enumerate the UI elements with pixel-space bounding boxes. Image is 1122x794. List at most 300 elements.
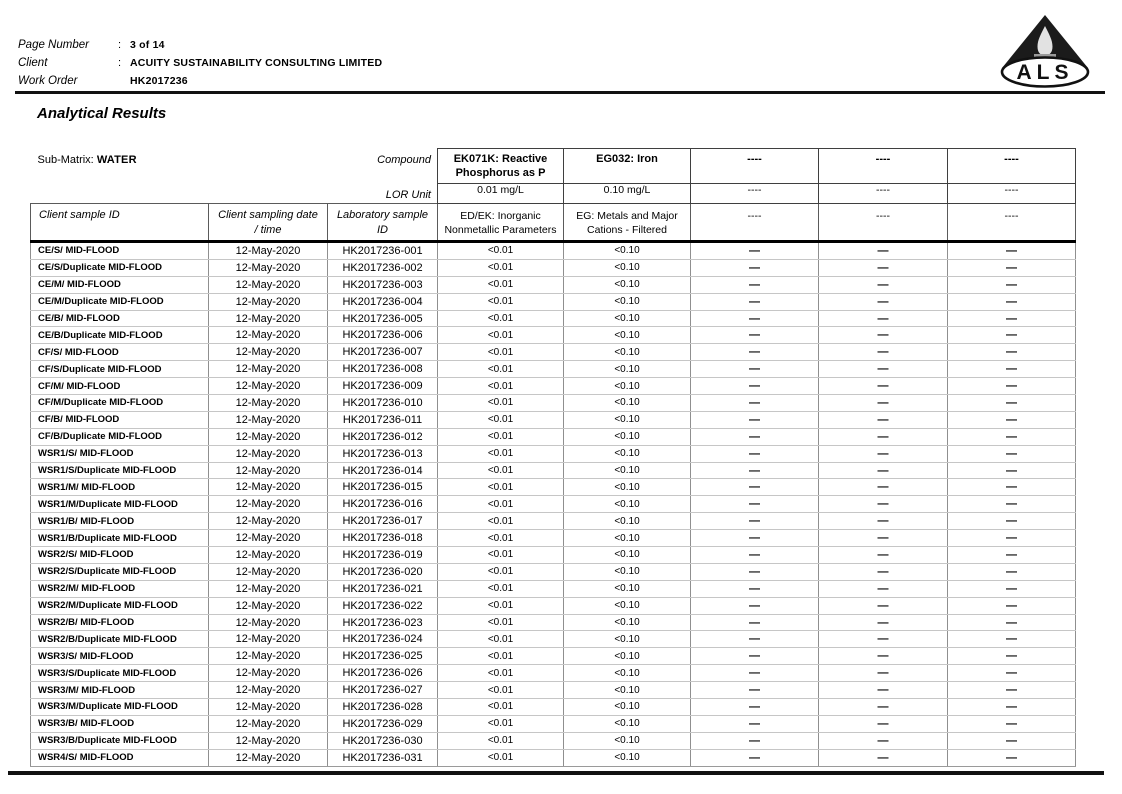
result-value-cell: — <box>691 665 819 682</box>
result-value-cell: — <box>819 614 948 631</box>
result-value-cell: <0.01 <box>438 395 564 412</box>
sampling-date-cell: 12-May-2020 <box>209 732 328 749</box>
lab-sample-id-cell: HK2017236-007 <box>328 344 438 361</box>
result-value-cell: — <box>819 243 948 260</box>
client-sample-id-cell: CE/M/ MID-FLOOD <box>31 276 209 293</box>
result-value-cell: <0.10 <box>564 327 691 344</box>
compound-name-line: ---- <box>747 153 762 165</box>
result-value-cell: <0.10 <box>564 547 691 564</box>
result-value-cell: — <box>691 259 819 276</box>
result-value-cell: — <box>819 445 948 462</box>
result-value-cell: — <box>819 699 948 716</box>
result-value-cell: <0.01 <box>438 614 564 631</box>
field-value: 3 of 14 <box>130 39 165 51</box>
result-value-cell: — <box>819 462 948 479</box>
method-group-line: ---- <box>747 209 762 222</box>
field-label: Work Order <box>18 75 78 87</box>
result-value-cell: — <box>691 462 819 479</box>
lab-sample-id-cell: HK2017236-009 <box>328 378 438 395</box>
sample-row <box>31 648 1076 665</box>
client-sample-id-cell: WSR2/M/Duplicate MID-FLOOD <box>31 597 209 614</box>
result-value-cell: <0.10 <box>564 631 691 648</box>
compound-name-line: EG032: Iron <box>596 153 658 165</box>
sampling-date-cell: 12-May-2020 <box>209 445 328 462</box>
result-value-cell: <0.01 <box>438 699 564 716</box>
result-value-cell: — <box>819 479 948 496</box>
client-sample-id-cell: WSR1/S/Duplicate MID-FLOOD <box>31 462 209 479</box>
result-value-cell: <0.01 <box>438 462 564 479</box>
sampling-date-cell: 12-May-2020 <box>209 344 328 361</box>
lab-sample-id-cell: HK2017236-004 <box>328 293 438 310</box>
client-sample-id-cell: CF/B/Duplicate MID-FLOOD <box>31 428 209 445</box>
method-group-line: Nonmetallic Parameters <box>444 223 557 236</box>
result-value-cell: — <box>819 428 948 445</box>
result-value-cell: <0.01 <box>438 513 564 530</box>
client-sample-id-cell: WSR3/S/ MID-FLOOD <box>31 648 209 665</box>
lab-sample-id-cell: HK2017236-002 <box>328 259 438 276</box>
result-value-cell: <0.10 <box>564 732 691 749</box>
method-group-cell <box>819 203 948 241</box>
field-value: ACUITY SUSTAINABILITY CONSULTING LIMITED <box>130 57 383 69</box>
sample-row <box>31 580 1076 597</box>
result-value-cell: — <box>948 614 1076 631</box>
result-value-cell: <0.01 <box>438 445 564 462</box>
result-value-cell: — <box>691 293 819 310</box>
result-value-cell: <0.10 <box>564 563 691 580</box>
lab-sample-id-cell: HK2017236-005 <box>328 310 438 327</box>
field-label: Client <box>18 57 48 69</box>
result-value-cell: — <box>948 293 1076 310</box>
result-value-cell: — <box>948 665 1076 682</box>
result-value-cell: — <box>948 496 1076 513</box>
sample-row <box>31 428 1076 445</box>
sampling-date-cell: 12-May-2020 <box>209 749 328 766</box>
result-value-cell: — <box>819 631 948 648</box>
lab-sample-id-cell: HK2017236-013 <box>328 445 438 462</box>
sampling-date-cell: 12-May-2020 <box>209 597 328 614</box>
result-value-cell: <0.10 <box>564 580 691 597</box>
results-data-table <box>30 243 1076 767</box>
client-sample-id-cell: WSR2/S/ MID-FLOOD <box>31 547 209 564</box>
result-value-cell: <0.01 <box>438 715 564 732</box>
result-value-cell: <0.01 <box>438 361 564 378</box>
result-value-cell: — <box>948 243 1076 260</box>
result-value-cell: <0.01 <box>438 378 564 395</box>
sample-row <box>31 411 1076 428</box>
lab-sample-id-cell: HK2017236-017 <box>328 513 438 530</box>
sample-row <box>31 614 1076 631</box>
result-value-cell: — <box>691 496 819 513</box>
result-value-cell: — <box>691 428 819 445</box>
compound-row-label: Compound <box>377 153 431 166</box>
logo-text: ALS <box>1016 61 1074 84</box>
result-value-cell: <0.01 <box>438 597 564 614</box>
client-sample-id-cell: CE/M/Duplicate MID-FLOOD <box>31 293 209 310</box>
result-value-cell: — <box>948 732 1076 749</box>
id-column-header <box>31 203 209 241</box>
result-value-cell: — <box>691 614 819 631</box>
result-value-cell: — <box>819 749 948 766</box>
sample-row <box>31 445 1076 462</box>
result-value-cell: — <box>819 327 948 344</box>
result-value-cell: — <box>948 276 1076 293</box>
result-value-cell: <0.10 <box>564 496 691 513</box>
sample-row <box>31 715 1076 732</box>
sample-row <box>31 749 1076 766</box>
result-value-cell: <0.01 <box>438 749 564 766</box>
letterhead-divider-rule <box>15 91 1105 94</box>
id-column-header <box>209 203 328 241</box>
result-value-cell: <0.01 <box>438 631 564 648</box>
letterhead-fields <box>18 39 638 93</box>
result-value-cell: <0.10 <box>564 682 691 699</box>
lor-unit-cell: 0.01 mg/L <box>438 184 564 204</box>
result-value-cell: — <box>819 344 948 361</box>
page-footer-rule <box>8 771 1104 775</box>
result-value-cell: — <box>948 395 1076 412</box>
result-value-cell: <0.01 <box>438 496 564 513</box>
result-value-cell: — <box>819 597 948 614</box>
result-value-cell: — <box>819 310 948 327</box>
id-column-header-line: / time <box>254 223 282 236</box>
sample-row <box>31 665 1076 682</box>
result-value-cell: <0.01 <box>438 259 564 276</box>
lab-sample-id-cell: HK2017236-006 <box>328 327 438 344</box>
result-value-cell: <0.01 <box>438 682 564 699</box>
lab-sample-id-cell: HK2017236-019 <box>328 547 438 564</box>
result-value-cell: — <box>819 580 948 597</box>
field-separator: : <box>118 39 122 51</box>
lab-sample-id-cell: HK2017236-010 <box>328 395 438 412</box>
result-value-cell: — <box>819 665 948 682</box>
lab-sample-id-cell: HK2017236-028 <box>328 699 438 716</box>
sample-row <box>31 699 1076 716</box>
method-group-cell <box>564 203 691 241</box>
result-value-cell: — <box>691 648 819 665</box>
result-value-cell: <0.01 <box>438 428 564 445</box>
client-sample-id-cell: WSR1/S/ MID-FLOOD <box>31 445 209 462</box>
analytical-results-table <box>30 148 1075 767</box>
client-sample-id-cell: WSR3/B/ MID-FLOOD <box>31 715 209 732</box>
sample-row <box>31 361 1076 378</box>
result-value-cell: <0.10 <box>564 513 691 530</box>
lor-row-label: LOR Unit <box>385 188 431 201</box>
lab-sample-id-cell: HK2017236-029 <box>328 715 438 732</box>
result-value-cell: <0.10 <box>564 597 691 614</box>
result-value-cell: — <box>948 361 1076 378</box>
result-value-cell: — <box>948 327 1076 344</box>
sample-row <box>31 462 1076 479</box>
result-value-cell: — <box>819 378 948 395</box>
result-value-cell: <0.01 <box>438 411 564 428</box>
lor-unit-cell: ---- <box>691 184 819 204</box>
client-sample-id-cell: WSR2/S/Duplicate MID-FLOOD <box>31 563 209 580</box>
result-value-cell: — <box>819 496 948 513</box>
result-value-cell: — <box>691 411 819 428</box>
sampling-date-cell: 12-May-2020 <box>209 614 328 631</box>
sample-row <box>31 496 1076 513</box>
sampling-date-cell: 12-May-2020 <box>209 428 328 445</box>
client-sample-id-cell: WSR3/B/Duplicate MID-FLOOD <box>31 732 209 749</box>
result-value-cell: <0.01 <box>438 276 564 293</box>
header-left-compound <box>31 149 438 184</box>
compound-name-line: EK071K: Reactive <box>453 153 548 165</box>
result-value-cell: <0.01 <box>438 530 564 547</box>
submatrix-value: WATER <box>96 153 137 166</box>
result-value-cell: — <box>819 732 948 749</box>
sampling-date-cell: 12-May-2020 <box>209 293 328 310</box>
sampling-date-cell: 12-May-2020 <box>209 327 328 344</box>
method-group-cell <box>438 203 564 241</box>
sample-row <box>31 547 1076 564</box>
client-sample-id-cell: WSR4/S/ MID-FLOOD <box>31 749 209 766</box>
result-value-cell: <0.10 <box>564 665 691 682</box>
result-value-cell: <0.01 <box>438 243 564 260</box>
result-value-cell: <0.10 <box>564 648 691 665</box>
id-column-header-line: Client sampling date <box>218 208 318 221</box>
sample-row <box>31 563 1076 580</box>
sampling-date-cell: 12-May-2020 <box>209 648 328 665</box>
lab-sample-id-cell: HK2017236-001 <box>328 243 438 260</box>
sampling-date-cell: 12-May-2020 <box>209 310 328 327</box>
lab-sample-id-cell: HK2017236-018 <box>328 530 438 547</box>
result-value-cell: <0.10 <box>564 699 691 716</box>
result-value-cell: — <box>691 631 819 648</box>
result-value-cell: <0.10 <box>564 259 691 276</box>
sampling-date-cell: 12-May-2020 <box>209 563 328 580</box>
submatrix-label: Sub-Matrix: WATER <box>37 153 137 166</box>
client-sample-id-cell: WSR3/M/ MID-FLOOD <box>31 682 209 699</box>
client-sample-id-cell: WSR1/M/ MID-FLOOD <box>31 479 209 496</box>
result-value-cell: <0.01 <box>438 327 564 344</box>
result-value-cell: — <box>948 310 1076 327</box>
sampling-date-cell: 12-May-2020 <box>209 715 328 732</box>
lab-sample-id-cell: HK2017236-027 <box>328 682 438 699</box>
client-sample-id-cell: WSR2/B/Duplicate MID-FLOOD <box>31 631 209 648</box>
result-value-cell: <0.10 <box>564 614 691 631</box>
sample-row <box>31 243 1076 260</box>
sampling-date-cell: 12-May-2020 <box>209 496 328 513</box>
client-sample-id-cell: CF/B/ MID-FLOOD <box>31 411 209 428</box>
result-value-cell: — <box>691 479 819 496</box>
lab-sample-id-cell: HK2017236-026 <box>328 665 438 682</box>
compound-name-line: Phosphorus as P <box>455 167 546 179</box>
field-label: Page Number <box>18 39 89 51</box>
result-value-cell: — <box>691 597 819 614</box>
result-value-cell: — <box>691 699 819 716</box>
result-value-cell: <0.01 <box>438 580 564 597</box>
client-sample-id-cell: WSR3/M/Duplicate MID-FLOOD <box>31 699 209 716</box>
client-sample-id-cell: CE/S/ MID-FLOOD <box>31 243 209 260</box>
result-value-cell: — <box>819 276 948 293</box>
result-value-cell: — <box>691 732 819 749</box>
result-value-cell: — <box>691 378 819 395</box>
result-value-cell: — <box>691 530 819 547</box>
result-value-cell: <0.10 <box>564 276 691 293</box>
result-value-cell: — <box>819 547 948 564</box>
sample-row <box>31 293 1076 310</box>
method-group-line: ---- <box>1004 209 1019 222</box>
sampling-date-cell: 12-May-2020 <box>209 462 328 479</box>
sampling-date-cell: 12-May-2020 <box>209 580 328 597</box>
compound-name-cell <box>691 149 819 184</box>
client-sample-id-cell: CE/S/Duplicate MID-FLOOD <box>31 259 209 276</box>
result-value-cell: — <box>948 411 1076 428</box>
result-value-cell: — <box>819 530 948 547</box>
result-value-cell: — <box>948 699 1076 716</box>
client-sample-id-cell: CF/M/Duplicate MID-FLOOD <box>31 395 209 412</box>
sampling-date-cell: 12-May-2020 <box>209 378 328 395</box>
result-value-cell: — <box>819 513 948 530</box>
field-separator: : <box>118 57 122 69</box>
result-value-cell: — <box>948 631 1076 648</box>
client-sample-id-cell: WSR3/S/Duplicate MID-FLOOD <box>31 665 209 682</box>
method-group-line: EG: Metals and Major <box>576 209 678 222</box>
sample-row <box>31 259 1076 276</box>
lab-sample-id-cell: HK2017236-024 <box>328 631 438 648</box>
result-value-cell: — <box>691 276 819 293</box>
result-value-cell: — <box>948 479 1076 496</box>
client-sample-id-cell: WSR1/M/Duplicate MID-FLOOD <box>31 496 209 513</box>
result-value-cell: — <box>819 293 948 310</box>
sample-row <box>31 682 1076 699</box>
result-value-cell: — <box>691 547 819 564</box>
method-group-line: ED/EK: Inorganic <box>460 209 541 222</box>
sampling-date-cell: 12-May-2020 <box>209 243 328 260</box>
result-value-cell: — <box>691 715 819 732</box>
lab-sample-id-cell: HK2017236-020 <box>328 563 438 580</box>
client-sample-id-cell: WSR1/B/ MID-FLOOD <box>31 513 209 530</box>
result-value-cell: — <box>819 395 948 412</box>
sample-row <box>31 344 1076 361</box>
id-column-header <box>328 203 438 241</box>
result-value-cell: <0.10 <box>564 310 691 327</box>
sampling-date-cell: 12-May-2020 <box>209 699 328 716</box>
result-value-cell: — <box>948 344 1076 361</box>
lab-sample-id-cell: HK2017236-015 <box>328 479 438 496</box>
lab-sample-id-cell: HK2017236-025 <box>328 648 438 665</box>
lab-sample-id-cell: HK2017236-003 <box>328 276 438 293</box>
compound-name-line: ---- <box>1004 153 1019 165</box>
method-group-cell <box>948 203 1076 241</box>
als-logo <box>990 10 1100 88</box>
result-value-cell: <0.10 <box>564 378 691 395</box>
lab-sample-id-cell: HK2017236-008 <box>328 361 438 378</box>
results-header-table <box>30 148 1076 243</box>
lab-sample-id-cell: HK2017236-011 <box>328 411 438 428</box>
compound-name-cell <box>819 149 948 184</box>
result-value-cell: — <box>948 428 1076 445</box>
result-value-cell: <0.01 <box>438 563 564 580</box>
result-value-cell: — <box>948 597 1076 614</box>
id-column-header-line: Laboratory sample <box>336 208 429 221</box>
lor-row-label-cell <box>31 184 438 204</box>
result-value-cell: <0.01 <box>438 732 564 749</box>
lor-unit-cell: ---- <box>948 184 1076 204</box>
result-value-cell: — <box>819 361 948 378</box>
result-value-cell: — <box>691 310 819 327</box>
method-group-line: Cations - Filtered <box>587 223 667 236</box>
result-value-cell: — <box>691 243 819 260</box>
result-value-cell: <0.10 <box>564 530 691 547</box>
client-sample-id-cell: CE/B/Duplicate MID-FLOOD <box>31 327 209 344</box>
result-value-cell: — <box>948 547 1076 564</box>
letterhead-field <box>18 75 638 90</box>
result-value-cell: — <box>691 327 819 344</box>
lab-sample-id-cell: HK2017236-030 <box>328 732 438 749</box>
sampling-date-cell: 12-May-2020 <box>209 513 328 530</box>
result-value-cell: <0.01 <box>438 344 564 361</box>
result-value-cell: <0.10 <box>564 395 691 412</box>
method-group-cell <box>691 203 819 241</box>
result-value-cell: — <box>691 682 819 699</box>
result-value-cell: — <box>691 563 819 580</box>
result-value-cell: — <box>819 563 948 580</box>
result-value-cell: <0.10 <box>564 479 691 496</box>
result-value-cell: — <box>691 580 819 597</box>
result-value-cell: — <box>819 411 948 428</box>
result-value-cell: — <box>691 344 819 361</box>
result-value-cell: — <box>819 682 948 699</box>
result-value-cell: <0.10 <box>564 462 691 479</box>
sampling-date-cell: 12-May-2020 <box>209 259 328 276</box>
result-value-cell: <0.01 <box>438 293 564 310</box>
lor-unit-cell: 0.10 mg/L <box>564 184 691 204</box>
result-value-cell: — <box>948 648 1076 665</box>
result-value-cell: — <box>948 749 1076 766</box>
sampling-date-cell: 12-May-2020 <box>209 665 328 682</box>
client-sample-id-cell: WSR2/B/ MID-FLOOD <box>31 614 209 631</box>
result-value-cell: — <box>691 361 819 378</box>
result-value-cell: — <box>691 749 819 766</box>
result-value-cell: <0.01 <box>438 310 564 327</box>
lab-sample-id-cell: HK2017236-016 <box>328 496 438 513</box>
result-value-cell: <0.01 <box>438 479 564 496</box>
method-group-line: ---- <box>876 209 890 222</box>
lab-sample-id-cell: HK2017236-021 <box>328 580 438 597</box>
result-value-cell: <0.10 <box>564 344 691 361</box>
client-sample-id-cell: CF/S/Duplicate MID-FLOOD <box>31 361 209 378</box>
result-value-cell: — <box>948 378 1076 395</box>
sample-row <box>31 395 1076 412</box>
result-value-cell: <0.10 <box>564 428 691 445</box>
result-value-cell: — <box>948 513 1076 530</box>
sample-row <box>31 310 1076 327</box>
compound-name-cell <box>564 149 691 184</box>
result-value-cell: <0.10 <box>564 715 691 732</box>
compound-name-cell <box>438 149 564 184</box>
sampling-date-cell: 12-May-2020 <box>209 395 328 412</box>
sampling-date-cell: 12-May-2020 <box>209 276 328 293</box>
client-sample-id-cell: CF/M/ MID-FLOOD <box>31 378 209 395</box>
sample-row <box>31 631 1076 648</box>
sample-row <box>31 530 1076 547</box>
sample-row <box>31 597 1076 614</box>
lab-sample-id-cell: HK2017236-014 <box>328 462 438 479</box>
letterhead-field <box>18 57 638 72</box>
sampling-date-cell: 12-May-2020 <box>209 682 328 699</box>
lor-unit-cell: ---- <box>819 184 948 204</box>
sample-row <box>31 378 1076 395</box>
result-value-cell: — <box>948 445 1076 462</box>
compound-name-line: ---- <box>875 153 891 165</box>
result-value-cell: <0.10 <box>564 243 691 260</box>
result-value-cell: <0.10 <box>564 293 691 310</box>
result-value-cell: <0.10 <box>564 411 691 428</box>
result-value-cell: — <box>819 715 948 732</box>
result-value-cell: — <box>691 395 819 412</box>
sample-row <box>31 479 1076 496</box>
